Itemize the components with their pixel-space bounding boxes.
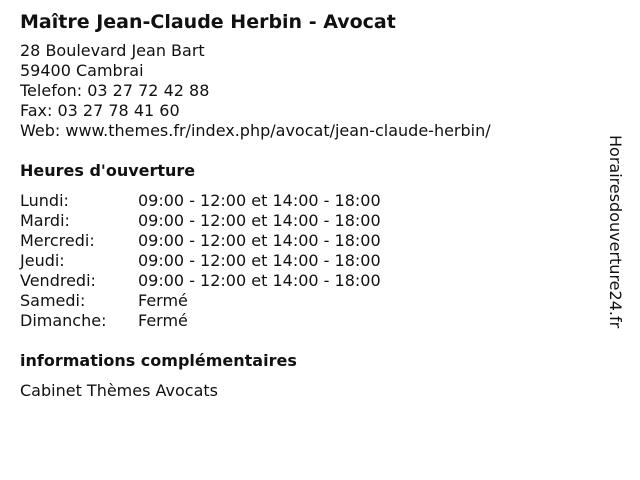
additional-info-heading: informations complémentaires xyxy=(20,351,297,370)
time-value: 09:00 - 12:00 et 14:00 - 18:00 xyxy=(138,271,381,290)
hours-row-mardi xyxy=(20,211,600,231)
day-label: Dimanche: xyxy=(20,311,107,330)
day-label: Mercredi: xyxy=(20,231,95,250)
hours-row-jeudi xyxy=(20,251,600,271)
contact-block xyxy=(20,41,600,141)
city-address: 59400 Cambrai xyxy=(20,61,144,80)
hours-row-vendredi xyxy=(20,271,600,291)
website-link[interactable]: Web: www.themes.fr/index.php/avocat/jean-claude-herbin/ xyxy=(20,121,491,140)
day-label: Lundi: xyxy=(20,191,69,210)
opening-hours-table xyxy=(20,191,600,331)
day-label: Samedi: xyxy=(20,291,86,310)
time-value: 09:00 - 12:00 et 14:00 - 18:00 xyxy=(138,211,381,230)
phone-number: Telefon: 03 27 72 42 88 xyxy=(20,81,210,100)
hours-row-dimanche xyxy=(20,311,600,331)
business-card xyxy=(20,9,600,401)
street-address: 28 Boulevard Jean Bart xyxy=(20,41,205,60)
day-label: Vendredi: xyxy=(20,271,96,290)
time-value: 09:00 - 12:00 et 14:00 - 18:00 xyxy=(138,251,381,270)
time-value: Fermé xyxy=(138,311,188,330)
hours-row-lundi xyxy=(20,191,600,211)
opening-hours-heading: Heures d'ouverture xyxy=(20,161,196,180)
time-value: 09:00 - 12:00 et 14:00 - 18:00 xyxy=(138,231,381,250)
page-title: Maître Jean-Claude Herbin - Avocat xyxy=(20,11,396,33)
additional-info-text: Cabinet Thèmes Avocats xyxy=(20,381,219,400)
site-watermark: Horairesdouverture24.fr xyxy=(606,135,625,329)
hours-row-samedi xyxy=(20,291,600,311)
time-value: Fermé xyxy=(138,291,188,310)
day-label: Jeudi: xyxy=(20,251,65,270)
hours-row-mercredi xyxy=(20,231,600,251)
fax-number: Fax: 03 27 78 41 60 xyxy=(20,101,180,120)
time-value: 09:00 - 12:00 et 14:00 - 18:00 xyxy=(138,191,381,210)
day-label: Mardi: xyxy=(20,211,70,230)
